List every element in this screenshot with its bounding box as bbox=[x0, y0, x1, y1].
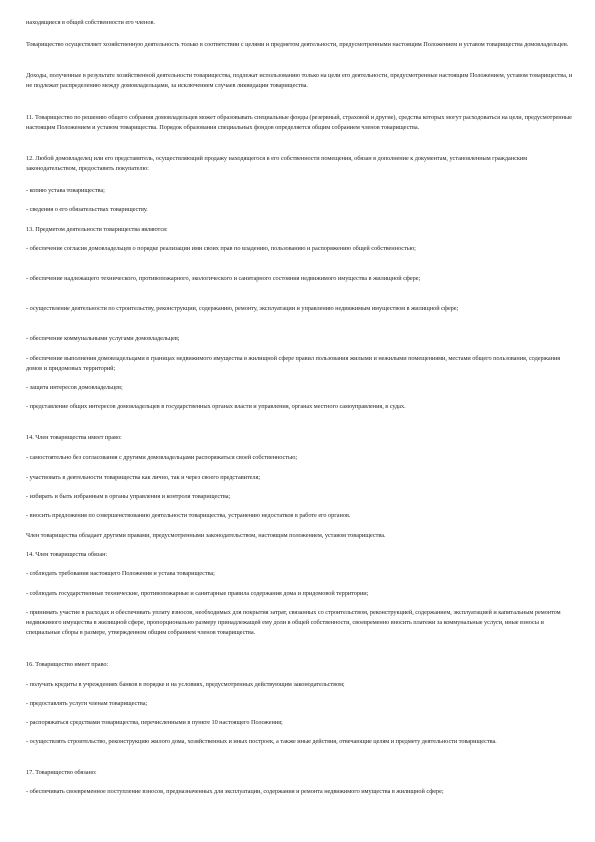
list-item: - осуществление деятельности по строительству, реконструкции, содержанию, ремонту, эксплуатации и управлению недвижимым имуществом в жилищной сфере; bbox=[26, 305, 459, 312]
list-item: - обеспечение согласия домовладельцев о порядке реализации ими своих прав по владению, пользованию и распоряжению общей собственностью; bbox=[26, 245, 416, 252]
list-item: - избирать и быть избранным в органы управления и контроля товарищества; bbox=[26, 493, 231, 500]
list-item: - соблюдать государственные технические, противопожарные и санитарные правила содержания дома и придомовой территории; bbox=[26, 590, 369, 597]
list-item: - распоряжаться средствами товарищества, перечисленными в пункте 10 настоящего Положения; bbox=[26, 719, 283, 726]
list-item: - участвовать в деятельности товарищества как лично, так и через своего представителя; bbox=[26, 474, 261, 481]
list-item: - представление общих интересов домовладельцев в государственных органах власти и управления, органах местного самоуправления, в судах. bbox=[26, 403, 406, 410]
list-item: - обеспечение надлежащего технического, противопожарного, экологического и санитарного состояния недвижимого имущества в жилищной сфере; bbox=[26, 275, 421, 282]
list-item: - принимать участие в расходах и обеспечивать уплату взносов, необходимых для покрытия затрат, связанных со строительством, реконструкцией, содержанием, эксплуатацией и капитальным ремонтом недвижимого имущества в жилищной сфере, пропорционально размеру принадлежащей ему доли в общей собственности, своевременно вносить платежи за коммунальные услуги, иные взносы и специальные сборы в размере, утвержденном общим собранием членов товарищества. bbox=[26, 609, 561, 637]
paragraph: 12. Любой домовладелец или его представитель, осуществляющий продажу находящегося в его собственности помещения, обязан в дополнение к документам, установленным гражданским законодательством, предоставить покупателю: bbox=[26, 155, 528, 173]
section-heading: 13. Предметом деятельности товарищества являются: bbox=[26, 226, 168, 233]
list-item: - обеспечение коммунальными услугами домовладельцев; bbox=[26, 335, 180, 342]
paragraph: Доходы, полученные в результате хозяйственной деятельности товарищества, подлежат использованию только на цели его деятельности, предусмотренные настоящим Положением, уставом товарищества, и не подлежат распределению между домовладельцами, за исключением случаев ликвидации товарищества. bbox=[26, 72, 573, 90]
list-item: - осуществлять строительство, реконструкцию жилого дома, хозяйственных и иных построек, а также иные действия, отвечающие целям и предмету деятельности товарищества. bbox=[26, 738, 497, 745]
paragraph: Товарищество осуществляет хозяйственную деятельность только в соответствии с целями и предметом деятельности, предусмотренными настоящим Положением и уставом товарищества домовладельцев. bbox=[26, 41, 569, 48]
list-item: - предоставлять услуги членам товарищества; bbox=[26, 700, 148, 707]
section-heading: 14. Член товарищества обязан: bbox=[26, 551, 108, 558]
list-item: - защита интересов домовладельцев; bbox=[26, 384, 123, 391]
list-item: - соблюдать требования настоящего Положения и устава товарищества; bbox=[26, 570, 215, 577]
list-item: - копию устава товарищества; bbox=[26, 187, 105, 194]
paragraph: находящиеся в общей собственности его членов. bbox=[26, 19, 155, 26]
list-item: - обеспечение выполнения домовладельцами в границах недвижимого имущества в жилищной сфере правил пользования жилыми и нежилыми помещениями, местами общего пользования, содержания домов и придомовых территорий; bbox=[26, 355, 561, 373]
section-heading: 14. Член товарищества имеет право: bbox=[26, 434, 122, 441]
list-item: - получать кредиты в учреждениях банков в порядке и на условиях, предусмотренных действующим законодательством; bbox=[26, 681, 345, 688]
paragraph: Член товарищества обладает другими правами, предусмотренными законодательством, настоящим положением, уставом товарищества. bbox=[26, 532, 386, 539]
list-item: - обеспечивать своевременное поступление взносов, предназначенных для эксплуатации, содержания и ремонта недвижимого имущества в жилищной сфере; bbox=[26, 788, 444, 795]
list-item: - вносить предложения по совершенствованию деятельности товарищества, устранению недостатков в работе его органов. bbox=[26, 512, 351, 519]
section-heading: 16. Товарищество имеет право: bbox=[26, 661, 109, 668]
list-item: - сведения о его обязательствах товариществу. bbox=[26, 206, 148, 213]
list-item: - самостоятельно без согласования с другими домовладельцами распоряжаться своей собственностью; bbox=[26, 454, 298, 461]
paragraph: 11. Товарищество по решению общего собрания домовладельцев может образовывать специальные фонды (резервный, страховой и другие), средства которых могут расходоваться на цели, предусмотренные настоящим Положением и уставом товарищества. Порядок образования специальных фондов определяется общим собранием членов товарищества. bbox=[26, 114, 572, 132]
section-heading: 17. Товарищество обязано: bbox=[26, 769, 97, 776]
